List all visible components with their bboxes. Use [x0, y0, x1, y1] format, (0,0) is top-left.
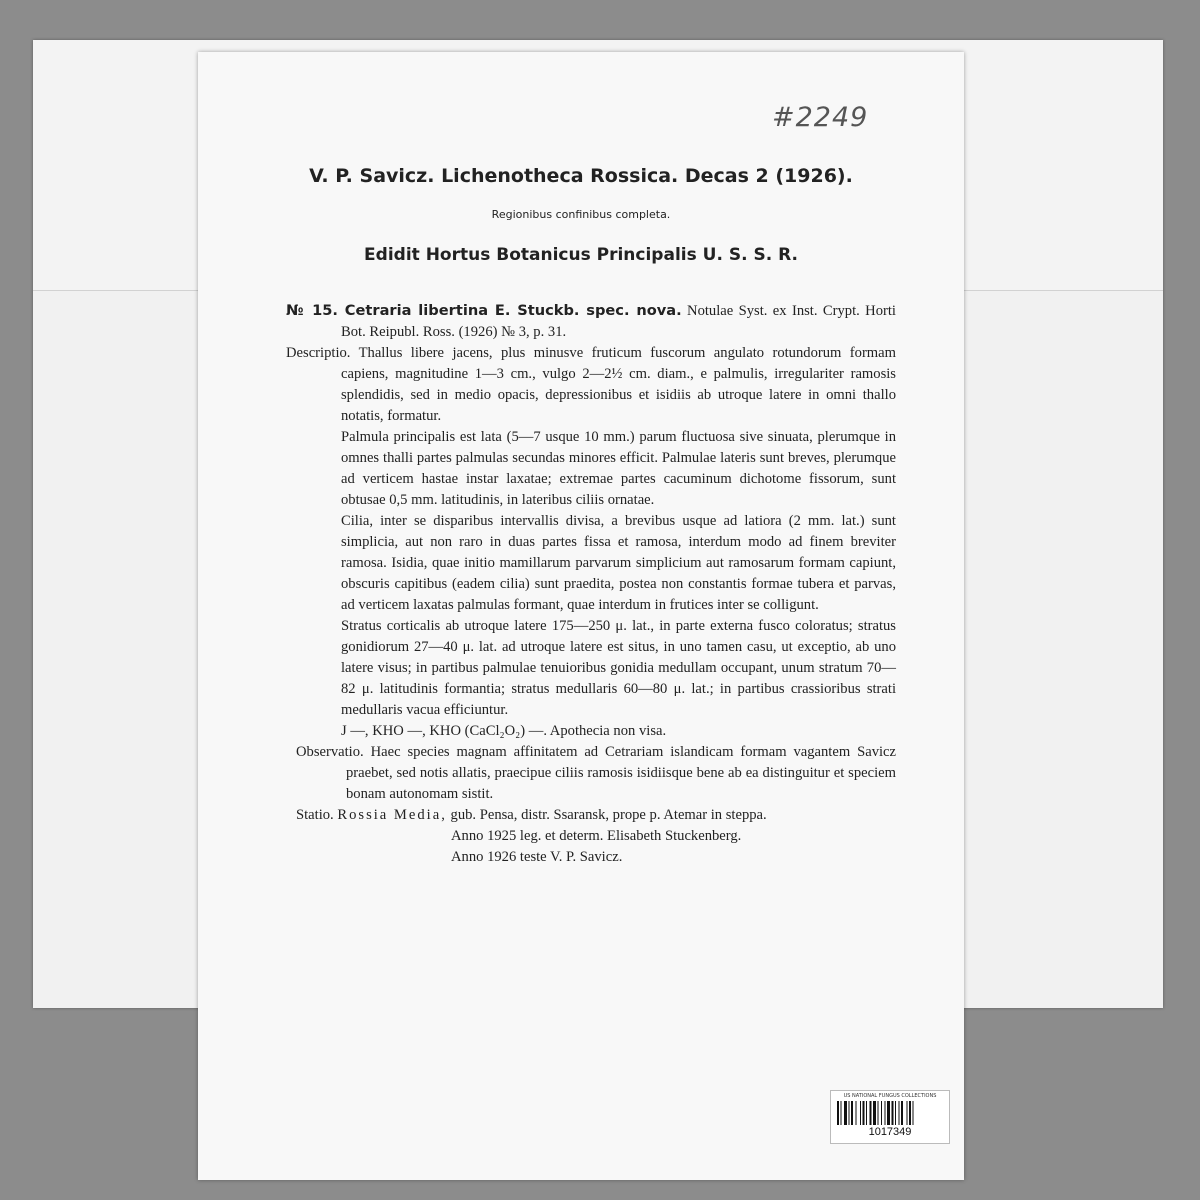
descriptio-text-4: Stratus corticalis ab utroque latere 175—250 μ. lat., in parte externa fusco coloratus; stratus gonidiorum 27—40 μ. lat. ad utroque latere est situs, in uno tamen casu, ut exceptio, ab uno latere visus; in partibus palmulae tenuioribus gonidia medullam occupant, unum stratum 70—82 μ. latitudinis formantia; stratus medullaris 60—80 μ. lat.; in partibus crassioribus strati medullaris vacua efficiuntur.	[341, 618, 896, 718]
label-title: V. P. Savicz. Lichenotheca Rossica. Decas 2 (1926).	[309, 165, 853, 187]
observatio-text: Haec species magnam affinitatem ad Cetrariam islandicam formam vagantem Savicz praebet, sed notis allatis, praecipue ciliis ramosis isidiisque bene ab ea distinguitur et speciem bonam autonomam sistit.	[346, 744, 896, 802]
descriptio-label: Descriptio.	[286, 345, 351, 361]
specimen-label	[198, 52, 964, 1180]
statio-place: Rossia Media,	[337, 807, 447, 823]
observatio-paragraph	[286, 742, 896, 805]
descriptio-text-5: J —, KHO —, KHO (CaCl₂O₂) —. Apothecia non visa.	[341, 723, 667, 739]
descriptio-text-2: Palmula principalis est lata (5—7 usque 10 mm.) parum fluctuosa sive sinuata, plerumque in omnes thalli partes palmulas secundas minores efficit. Palmulae lateris sunt breves, plerumque ad verticem hastae instar laxatae; extremae partes cacuminum dichotome fissorum, sunt obtusae 0,5 mm. latitudinis, in lateribus ciliis ornatae.	[341, 429, 896, 508]
species-heading: № 15. Cetraria libertina E. Stuckb. spec. nova.	[286, 302, 682, 319]
descriptio-paragraph	[286, 343, 896, 427]
descriptio-text-3: Cilia, inter se disparibus intervallis divisa, a brevibus usque ad latiora (2 mm. lat.) sunt simplicia, aut non raro in duas partes fissa et ramosa, interdum modo ad finem breviter ramosa. Isidia, quae initio mamillarum parvarum simplicium aut ramosarum formam capiunt, obscuris capitibus (eadem cilia) sunt praedita, postea non constantis formae tubera et parvas, ad verticem laxatas palmulas formant, quae interdum in frutices inter se colligunt.	[341, 513, 896, 613]
barcode-label	[830, 1090, 950, 1144]
descriptio-text-1: Thallus libere jacens, plus minusve fruticum fuscorum angulato rotundorum formam capiens, magnitudine 1—3 cm., vulgo 2—2½ cm. diam., e palmulis, irregulariter ramosis splendidis, sed in medio opacis, depressionibus et isidiis ab utroque latere in omni thallo notatis, formatur.	[341, 345, 896, 424]
statio-label: Statio.	[296, 807, 334, 823]
statio-paragraph	[286, 805, 896, 826]
label-editor: Edidit Hortus Botanicus Principalis U. S. S. R.	[364, 245, 798, 265]
species-entry	[286, 300, 896, 343]
species-reference: Notulae Syst. ex Inst. Crypt. Horti Bot. Reipubl. Ross. (1926) № 3, p. 31.	[341, 303, 896, 340]
verifier-line: Anno 1926 teste V. P. Savicz.	[451, 849, 623, 865]
label-body	[286, 300, 896, 868]
barcode-icon	[837, 1101, 943, 1125]
barcode-institution: US NATIONAL FUNGUS COLLECTIONS	[843, 1093, 937, 1099]
statio-text: gub. Pensa, distr. Ssaransk, prope p. Atemar in steppa.	[450, 807, 767, 823]
collector-line: Anno 1925 leg. et determ. Elisabeth Stuckenberg.	[451, 828, 742, 844]
observatio-label: Observatio.	[296, 744, 364, 760]
label-subtitle: Regionibus confinibus completa.	[491, 208, 671, 221]
handwritten-number: #2249	[772, 102, 869, 133]
barcode-number: 1017349	[868, 1126, 912, 1138]
